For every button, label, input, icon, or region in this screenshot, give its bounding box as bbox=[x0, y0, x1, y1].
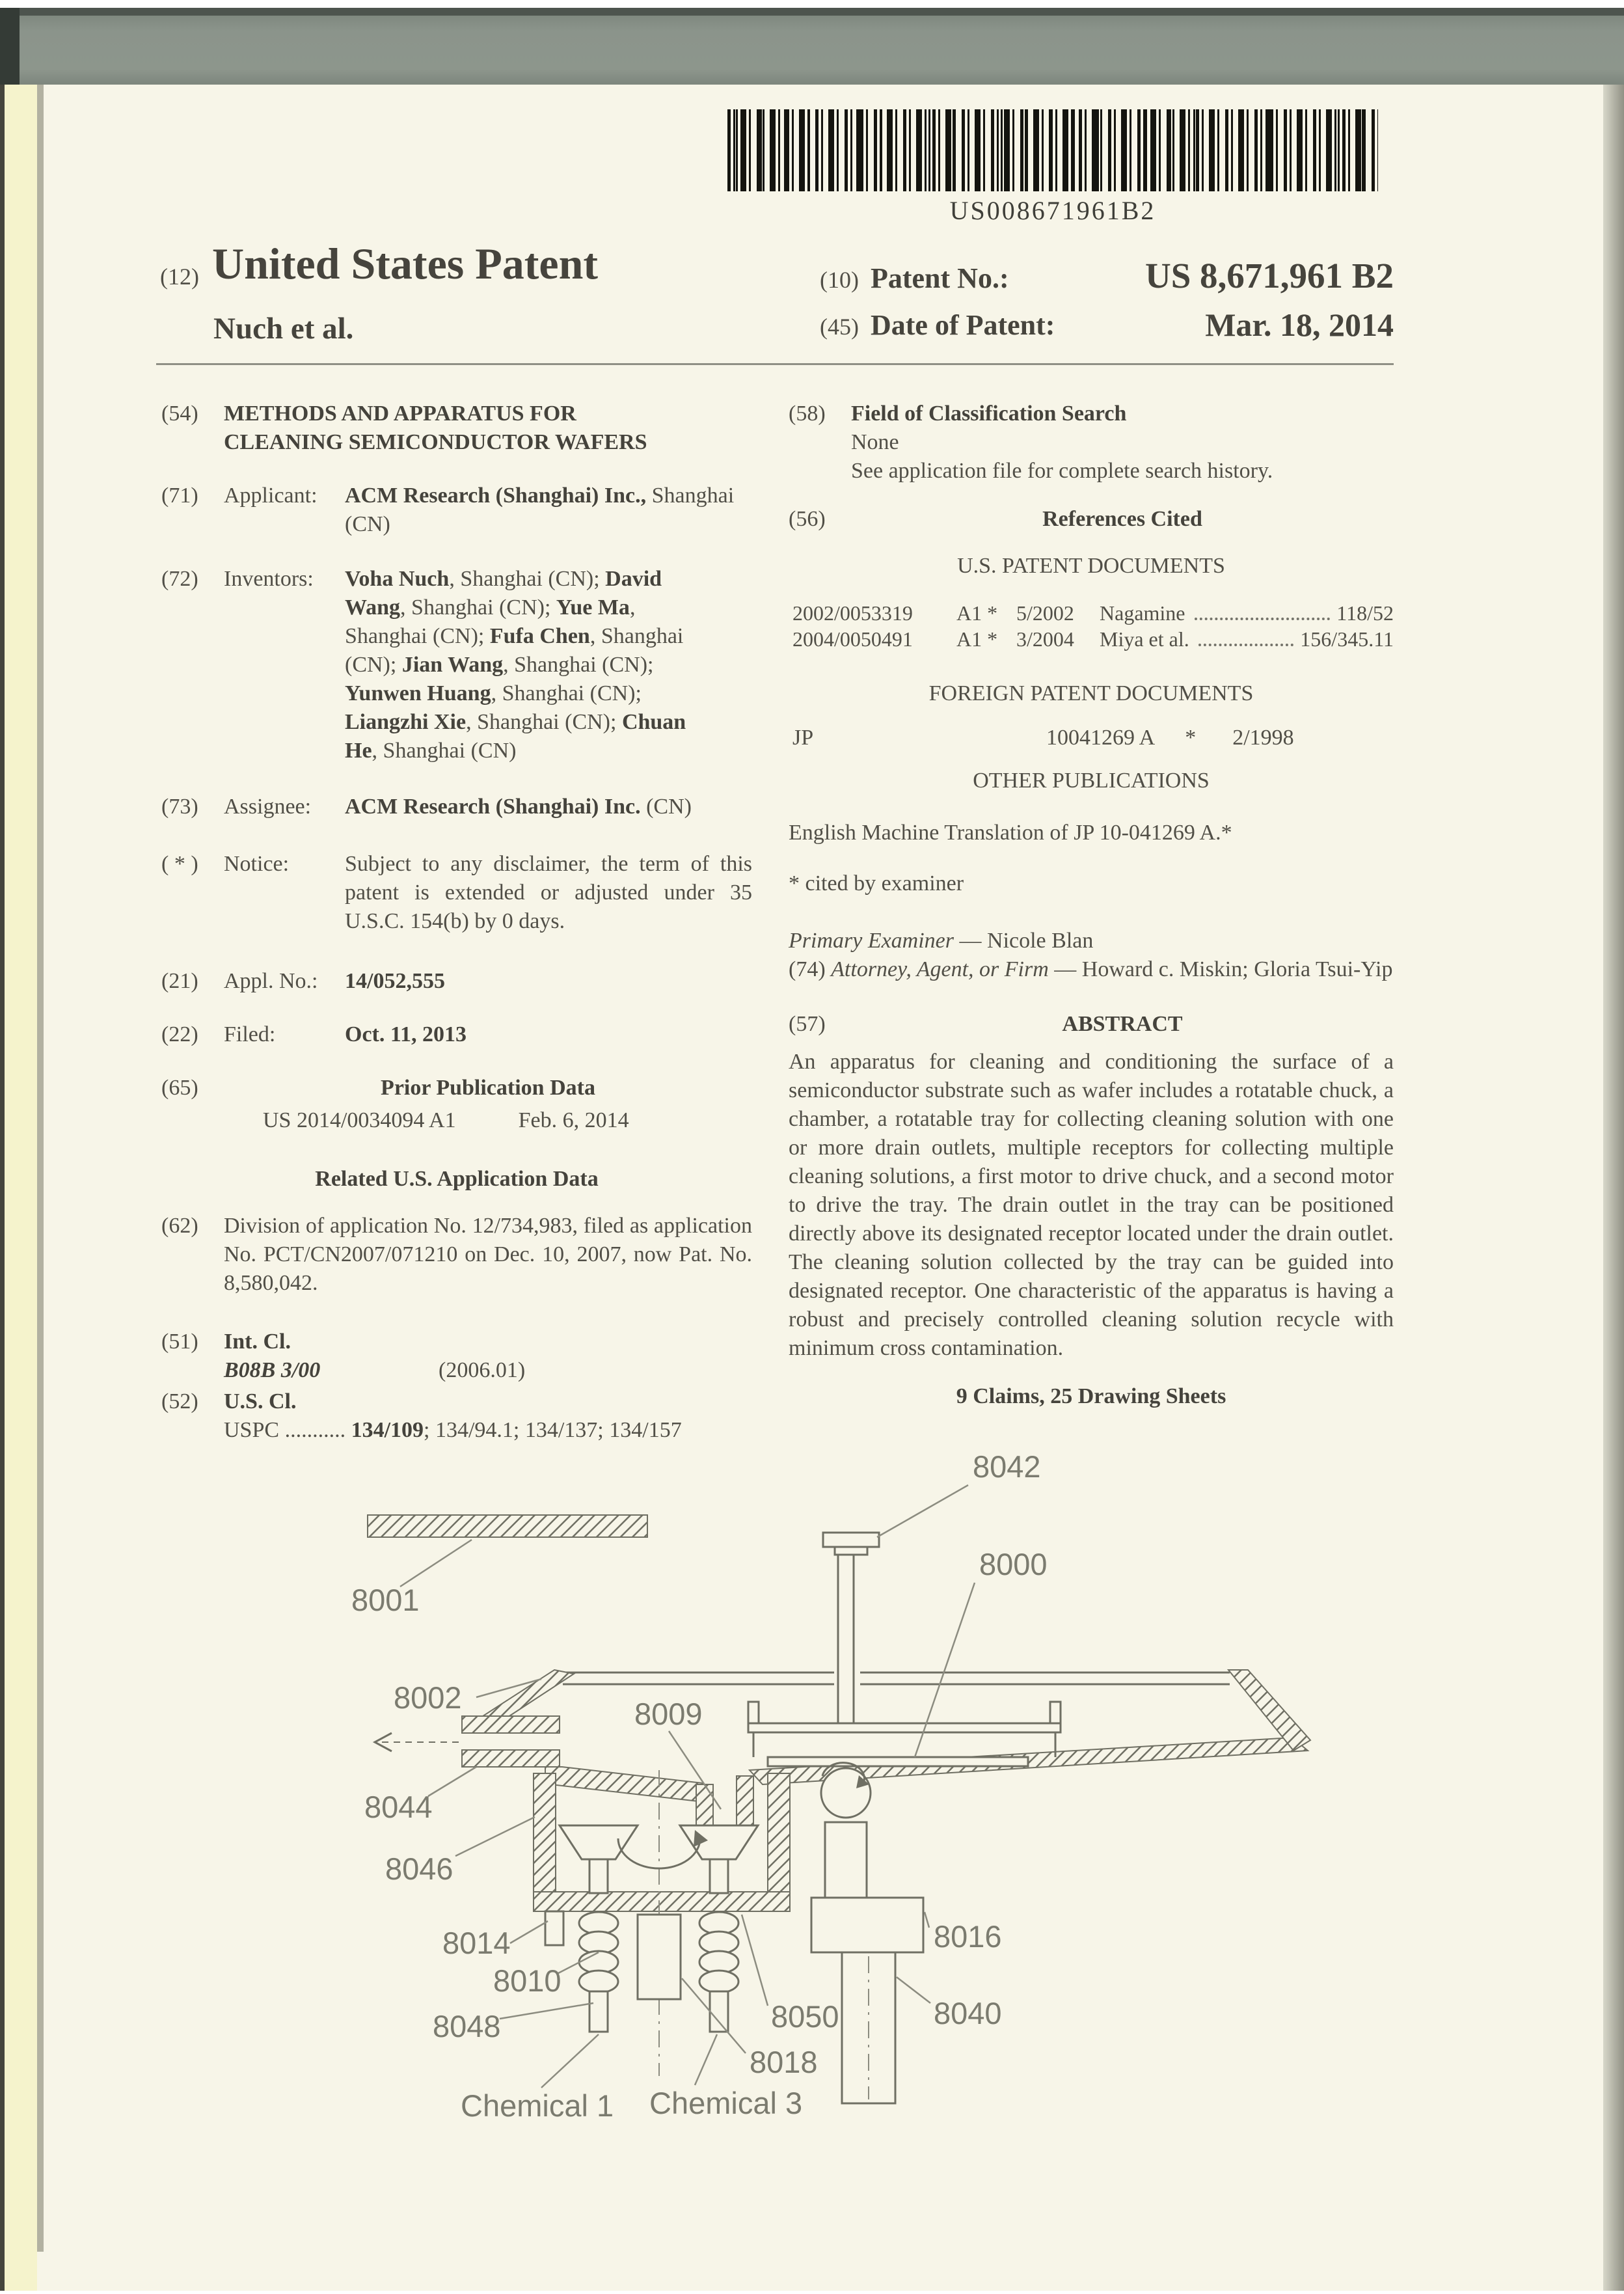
field-number: (21) bbox=[161, 969, 198, 993]
invention-title-line2: CLEANING SEMICONDUCTOR WAFERS bbox=[224, 430, 647, 454]
inventors-value: Voha Nuch, Shanghai (CN); David Wang, Shanghai (CN); Yue Ma, Shanghai (CN); Fufa Chen, Shanghai (CN); Jian Wang, Shanghai (CN); Yunwen Huang, Shanghai (CN); Liangzhi Xie, Shanghai (CN); Chuan He, Shanghai (CN) bbox=[345, 567, 686, 763]
patent-figure bbox=[247, 1419, 1405, 2291]
field-number: (72) bbox=[161, 567, 198, 591]
int-cl-label: Int. Cl. bbox=[224, 1330, 291, 1354]
kind-code-number: (12) bbox=[160, 264, 199, 290]
appl-no-value: 14/052,555 bbox=[345, 969, 445, 993]
classification-label: Field of Classification Search bbox=[851, 402, 1127, 426]
figure-label-8046: 8046 bbox=[385, 1851, 453, 1886]
figure-label-8010: 8010 bbox=[493, 1963, 562, 1998]
barcode-number: US008671961B2 bbox=[949, 196, 1156, 225]
spindle-cap-flange bbox=[835, 1547, 867, 1555]
field-number: (51) bbox=[161, 1330, 198, 1354]
field-notice bbox=[161, 850, 752, 936]
leader-8001 bbox=[400, 1540, 472, 1587]
prior-publication-heading: Prior Publication Data bbox=[381, 1076, 595, 1100]
cited-by-examiner-line: * cited by examiner bbox=[789, 871, 964, 895]
dotted-leader bbox=[1195, 618, 1331, 620]
field-number: (74) bbox=[789, 957, 826, 981]
us-patent-documents-heading: U.S. PATENT DOCUMENTS bbox=[957, 554, 1225, 578]
field-21-appl-no bbox=[161, 967, 752, 996]
field-number: (54) bbox=[161, 402, 198, 426]
field-number: (71) bbox=[161, 484, 198, 508]
patent-number-row bbox=[820, 256, 1394, 295]
notice-label: Notice: bbox=[224, 852, 290, 876]
invention-title-line1: METHODS AND APPARATUS FOR bbox=[224, 402, 576, 426]
leader-chem3 bbox=[695, 2034, 717, 2085]
leader-8048 bbox=[500, 2003, 593, 2019]
receptor-box-right-wall bbox=[768, 1773, 790, 1892]
chuck-top-bar bbox=[748, 1723, 1061, 1732]
doc-name: Nagamine bbox=[1100, 601, 1185, 625]
figure-svg bbox=[247, 1419, 1405, 2291]
patent-date-row bbox=[820, 308, 1394, 342]
us-patent-document-row bbox=[792, 626, 1394, 652]
publication-number: US 2014/0034094 A1 bbox=[263, 1108, 456, 1132]
foreign-document-row bbox=[792, 724, 1394, 752]
classification-history: See application file for complete search history. bbox=[851, 459, 1273, 483]
header-divider bbox=[156, 363, 1394, 365]
int-cl-version: (2006.01) bbox=[439, 1358, 526, 1382]
figure-label-8050: 8050 bbox=[771, 1999, 839, 2034]
field-number: (65) bbox=[161, 1076, 198, 1100]
doc-number: 2002/0053319 bbox=[792, 601, 913, 625]
figure-label-chemical-1: Chemical 1 bbox=[461, 2088, 614, 2123]
figure-label-8016: 8016 bbox=[934, 1919, 1002, 1954]
appl-no-label: Appl. No.: bbox=[224, 969, 318, 993]
field-number: (62) bbox=[161, 1214, 198, 1238]
figure-label-8014: 8014 bbox=[442, 1926, 511, 1960]
doc-date: 3/2004 bbox=[1016, 627, 1074, 651]
field-number: (58) bbox=[789, 402, 826, 426]
doc-date: 5/2002 bbox=[1016, 601, 1074, 625]
foreign-star: * bbox=[1185, 726, 1197, 750]
doc-kind: A1 * bbox=[956, 627, 998, 651]
doc-class: 156/345.11 bbox=[1300, 627, 1394, 651]
inventor-short-name: Nuch et al. bbox=[213, 312, 354, 346]
field-57-abstract bbox=[789, 1010, 1394, 1039]
dotted-leader bbox=[1198, 644, 1294, 646]
leader-8040 bbox=[897, 1977, 930, 2003]
us-patent-document-row bbox=[792, 600, 1394, 626]
figure-label-8048: 8048 bbox=[433, 2009, 501, 2043]
abstract-text: An apparatus for cleaning and conditioning the surface of a semiconductor substrate such as wafer includes a rotatable chuck, a chamber, a rotatable tray for collecting cleaning solution with one or more drain outlets, multiple receptors for collecting multiple cleaning solutions, a first motor to drive chuck, and a second motor to drive the tray. The drain outlet in the tray can be positioned directly above its designated receptor located under the drain outlet. The cleaning solution collected by the tray can be guided into designated receptor. One characteristic of the apparatus is having a robust and precisely controlled cleaning solution recycle with minimum cross contamination. bbox=[789, 1050, 1394, 1360]
wafer-plate bbox=[768, 1757, 1028, 1766]
scanner-band-corner bbox=[0, 8, 20, 85]
figure-label-8040: 8040 bbox=[934, 1996, 1002, 2030]
patent-number-label: Patent No.: bbox=[870, 262, 1009, 294]
attorney-value: Attorney, Agent, or Firm — Howard c. Miskin; Gloria Tsui-Yip bbox=[831, 957, 1393, 981]
field-72-inventors bbox=[161, 565, 752, 765]
figure-label-8000: 8000 bbox=[979, 1547, 1048, 1581]
field-22-filed bbox=[161, 1020, 752, 1049]
page-edge-right bbox=[1603, 85, 1624, 2291]
doc-number: 2004/0050491 bbox=[792, 627, 913, 651]
spindle-cap bbox=[823, 1533, 879, 1547]
leader-8046 bbox=[455, 1817, 535, 1856]
primary-examiner-line: Primary Examiner — Nicole Blan bbox=[789, 929, 1094, 953]
page-edge-left-gray bbox=[37, 85, 44, 2252]
page-title: United States Patent bbox=[212, 239, 599, 288]
field-number: (73) bbox=[161, 795, 198, 819]
field-73-assignee bbox=[161, 793, 752, 821]
receptor-stem-left bbox=[589, 1859, 608, 1893]
field-51-int-cl bbox=[161, 1328, 752, 1385]
leader-chem1 bbox=[541, 2034, 599, 2088]
field-number: (56) bbox=[789, 507, 826, 531]
figure-label-8001: 8001 bbox=[351, 1583, 420, 1617]
division-text: Division of application No. 12/734,983, filed as application No. PCT/CN2007/071210 on Dec. 10, 2007, now Pat. No. 8,580,042. bbox=[224, 1214, 752, 1295]
drain-right-wall bbox=[737, 1776, 753, 1833]
other-publications-heading: OTHER PUBLICATIONS bbox=[973, 769, 1210, 793]
figure-label-8002: 8002 bbox=[394, 1680, 462, 1715]
leader-8044 bbox=[428, 1767, 476, 1796]
receptor-box-left-wall bbox=[534, 1773, 556, 1892]
references-cited-heading: References Cited bbox=[1042, 507, 1202, 531]
field-number: (52) bbox=[161, 1389, 198, 1413]
scanner-band bbox=[0, 8, 1624, 85]
field-71-applicant bbox=[161, 482, 752, 539]
patent-date-field-code: (45) bbox=[820, 314, 859, 340]
prior-publication-row bbox=[263, 1106, 752, 1135]
leader-8050 bbox=[742, 1915, 768, 2006]
claims-line: 9 Claims, 25 Drawing Sheets bbox=[956, 1384, 1226, 1408]
field-62-division bbox=[161, 1212, 752, 1298]
chemical-tube-left bbox=[589, 1991, 608, 2032]
central-channel bbox=[638, 1915, 681, 1999]
assignee-label: Assignee: bbox=[224, 795, 312, 819]
small-outlet-tube bbox=[545, 1911, 563, 1945]
figure-top-plate bbox=[368, 1515, 647, 1537]
field-number: (22) bbox=[161, 1022, 198, 1046]
inventors-label: Inventors: bbox=[224, 567, 314, 591]
notice-text: Subject to any disclaimer, the term of this patent is extended or adjusted under 35 U.S.C. 154(b) by 0 days. bbox=[345, 852, 752, 933]
patent-number-value: US 8,671,961 B2 bbox=[1145, 256, 1394, 295]
bellows-left-segment bbox=[579, 1971, 618, 1993]
receptor-box-bottom-plate bbox=[534, 1892, 790, 1911]
figure-label-8044: 8044 bbox=[364, 1790, 433, 1824]
field-54-title bbox=[161, 400, 752, 457]
field-number: (57) bbox=[789, 1012, 826, 1036]
figure-label-8009: 8009 bbox=[634, 1697, 703, 1731]
us-cl-label: U.S. Cl. bbox=[224, 1389, 297, 1413]
leader-8016 bbox=[925, 1912, 929, 1928]
foreign-patent-documents-heading: FOREIGN PATENT DOCUMENTS bbox=[928, 681, 1254, 705]
chemical-tube-right bbox=[710, 1991, 728, 2032]
foreign-country: JP bbox=[792, 726, 814, 750]
page-edge-left-dark bbox=[0, 85, 5, 2291]
outlet-pipe-lower-wall bbox=[462, 1750, 560, 1767]
leader-8042 bbox=[877, 1485, 968, 1537]
uspc-line: USPC ........... 134/109; 134/94.1; 134/137; 134/157 bbox=[224, 1418, 682, 1442]
publication-date: Feb. 6, 2014 bbox=[518, 1108, 629, 1132]
barcode bbox=[727, 109, 1378, 191]
right-column bbox=[789, 400, 1394, 1411]
classification-none: None bbox=[851, 430, 899, 454]
chuck-end-tab-right bbox=[1050, 1702, 1061, 1723]
patent-number-field-code: (10) bbox=[820, 267, 859, 293]
abstract-heading: ABSTRACT bbox=[1062, 1012, 1183, 1036]
patent-date-label: Date of Patent: bbox=[870, 309, 1055, 341]
chuck-end-tab-left bbox=[748, 1702, 759, 1723]
related-application-heading: Related U.S. Application Data bbox=[315, 1167, 599, 1191]
scanner-band-edge bbox=[0, 8, 1624, 16]
bellows-right-segment bbox=[699, 1971, 738, 1993]
int-cl-code: B08B 3/00 bbox=[224, 1358, 321, 1382]
spindle-sleeve bbox=[825, 1822, 867, 1898]
field-65-prior-publication bbox=[161, 1074, 752, 1102]
left-column bbox=[161, 400, 752, 1466]
chamber-bottom-slope bbox=[545, 1767, 703, 1801]
patent-date-value: Mar. 18, 2014 bbox=[1205, 307, 1394, 343]
assignee-value: ACM Research (Shanghai) Inc. (CN) bbox=[345, 795, 692, 819]
leader-8014 bbox=[510, 1921, 548, 1943]
figure-label-8018: 8018 bbox=[750, 2045, 818, 2079]
figure-label-chemical-3: Chemical 3 bbox=[649, 2086, 803, 2120]
filed-value: Oct. 11, 2013 bbox=[345, 1022, 467, 1046]
doc-class: 118/52 bbox=[1336, 601, 1394, 625]
page-edge-left-yellow bbox=[5, 85, 37, 2291]
foreign-number: 10041269 A bbox=[1046, 726, 1156, 750]
figure-label-8042: 8042 bbox=[973, 1449, 1041, 1484]
field-56-references bbox=[789, 505, 1394, 534]
field-number: ( * ) bbox=[161, 852, 198, 876]
filed-label: Filed: bbox=[224, 1022, 276, 1046]
motor-block bbox=[811, 1898, 923, 1952]
applicant-value: ACM Research (Shanghai) Inc., Shanghai (CN) bbox=[345, 484, 735, 536]
doc-name: Miya et al. bbox=[1100, 627, 1189, 651]
field-58-classification bbox=[789, 400, 1394, 485]
outlet-pipe-upper-wall bbox=[462, 1716, 560, 1733]
receptor-funnel-left bbox=[560, 1825, 638, 1859]
attorney-line bbox=[789, 955, 1394, 984]
other-publication-line: English Machine Translation of JP 10-041269 A.* bbox=[789, 821, 1232, 845]
receptor-funnel-right bbox=[680, 1825, 758, 1859]
doc-kind: A1 * bbox=[956, 601, 998, 625]
foreign-date: 2/1998 bbox=[1232, 726, 1294, 750]
receptor-stem-right bbox=[710, 1859, 728, 1893]
chamber-left-shoulder bbox=[483, 1670, 574, 1721]
applicant-label: Applicant: bbox=[224, 484, 318, 508]
